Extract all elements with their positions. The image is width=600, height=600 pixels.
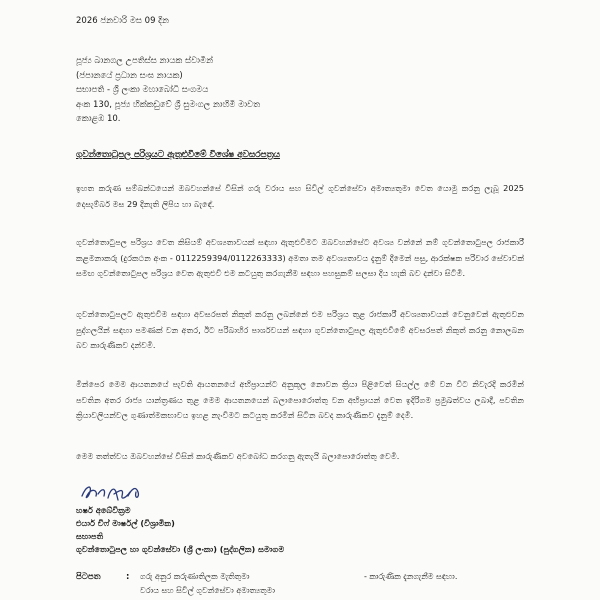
letter-subject: ගුවන්තොටුපල පරිශ්‍රයට ඇතුළුවීමේ විශේෂ අවසරපත්‍රය xyxy=(76,150,280,160)
cc-label: පිටපත xyxy=(76,572,101,582)
signatory-organization: ගුවන්තොටුපල හා ගුවන්සේවා (ශ්‍රී ලංකා) (පුද්ගලික) සමාගම xyxy=(76,544,285,554)
letter-date: 2026 ජනවාරි මස 09 දින xyxy=(76,16,169,26)
cc-note: - කාරුණික දැනගැනීම සඳහා. xyxy=(364,572,458,581)
cc-recipient-line: ගරු අනුර කරුණාතිලක මැතිතුමා xyxy=(140,572,250,581)
body-paragraph: ගුවන්තොටුපලට ඇතුළුවීම සඳහා අවසරපත් නිකුත් කරනු ලබන්නේ එම පරිශ්‍රය තුළ රාජකාරී අවශ්‍යතාවයන් වෙනුවෙන් ඇතුළුවන පුද්ගලයින් සඳහා පමණක් වන අතර, ඊට පරිබාහිර පාර්ශවයන් සඳහා ගුවන්තොටුපල ඇතුළුවීමේ අවසරපත් නිකුත් කරනු නොලබන බව කාරුණිකව දන්වමි. xyxy=(76,309,524,350)
recipient-line: සභාපති - ශ්‍රී ලංකා මහාබෝධි සංගමය xyxy=(76,85,209,95)
body-paragraph: ඉහත කරුණ සම්බන්ධයෙන් ඔබවහන්සේ විසින් ගරු වරාය සහ සිවිල් ගුවන්සේවා අමාත්‍යතුමා වෙත යොමු කරනු ලැබූ 2025 දෙසැම්බර් මස 29 දිනැති ලිපිය හා බැඳේ. xyxy=(76,183,524,209)
body-paragraph: මෙම තත්ත්වය ඔබවහන්සේ විසින් කාරුණිකව අවබෝධ කරගනු ඇතැයි බලාපොරොත්තු වෙමි. xyxy=(76,451,400,461)
recipient-line: කොළඹ 10. xyxy=(76,114,121,124)
handwritten-signature xyxy=(78,478,148,506)
signatory-title: සභාපති xyxy=(76,531,104,541)
recipient-address xyxy=(76,54,260,127)
recipient-line: පූජ්‍ය බානගල උපතිස්ස නායක ස්වාමීන් xyxy=(76,56,213,66)
signature-block xyxy=(76,504,284,556)
recipient-line: අංක 130, පූජ්‍ය හික්කඩුවේ ශ්‍රී සුමංගල නාහිමි මාවත xyxy=(76,99,261,110)
cc-recipient-line: වරාය සහ සිවිල් ගුවන්සේවා අමාත්‍යතුමා xyxy=(140,586,276,595)
cc-colon: : xyxy=(126,572,130,582)
signatory-name: හර්ෂ අබේවික්‍රම xyxy=(76,505,131,515)
recipient-line: (ජපානයේ ප්‍රධාන සංඝ නායක) xyxy=(76,70,183,81)
body-paragraph: ගුවන්තොටුපල පරිශ්‍රය වෙත කිසියම් අවශ්‍යතාවයක් සඳහා ඇතුළුවීමට ඔබවහන්සේට අවශ්‍ය වන්නේ නම් ගුවන්තොටුපල රාජකාරී කළමනාකරු (දුරකථන අංක - 0112259394/0112263333) අමතා තම අවශ්‍යතාවය දැනුම් දීමෙන් පසු, ආරක්ෂක පරිවාර සේවාවක් සමඟ ගුවන්තොටුපල පරිශ්‍රය වෙත ඇතුළුවී එම කටයුතු කරගැනීම සඳහා පහසුකම් සලසා දිය හැකි බව දන්වා සිටිමි. xyxy=(76,237,524,278)
signatory-rank: එයාර් චීෆ් මාර්ෂල් (විශ්‍රාමික) xyxy=(76,518,175,528)
body-paragraph: මින්පෙර මෙම ආයතනයේ පැවති ආයතනයේ අභිප්‍රායන්ට අනුකූල නොවන ක්‍රියා පිළිවෙත් සියල්ල මේ වන විට නිවැරදි කරමින් පවතින අතර රාජ්‍ය යාන්ත්‍රණය තුළ මෙම ආයතනයෙන් බලාපොරොත්තු වන අභිප්‍රායන් වෙත ඉදිරිගම ප්‍රමුඛත්වය ලබාදී, පවතින ක්‍රියාවලියන්වල ගුණාත්මකභාවය ඉහළ නැංවීමට කටයුතු කරමින් සිටින බවද කාරුණිකව දැනුම් දෙමි. xyxy=(76,379,524,420)
